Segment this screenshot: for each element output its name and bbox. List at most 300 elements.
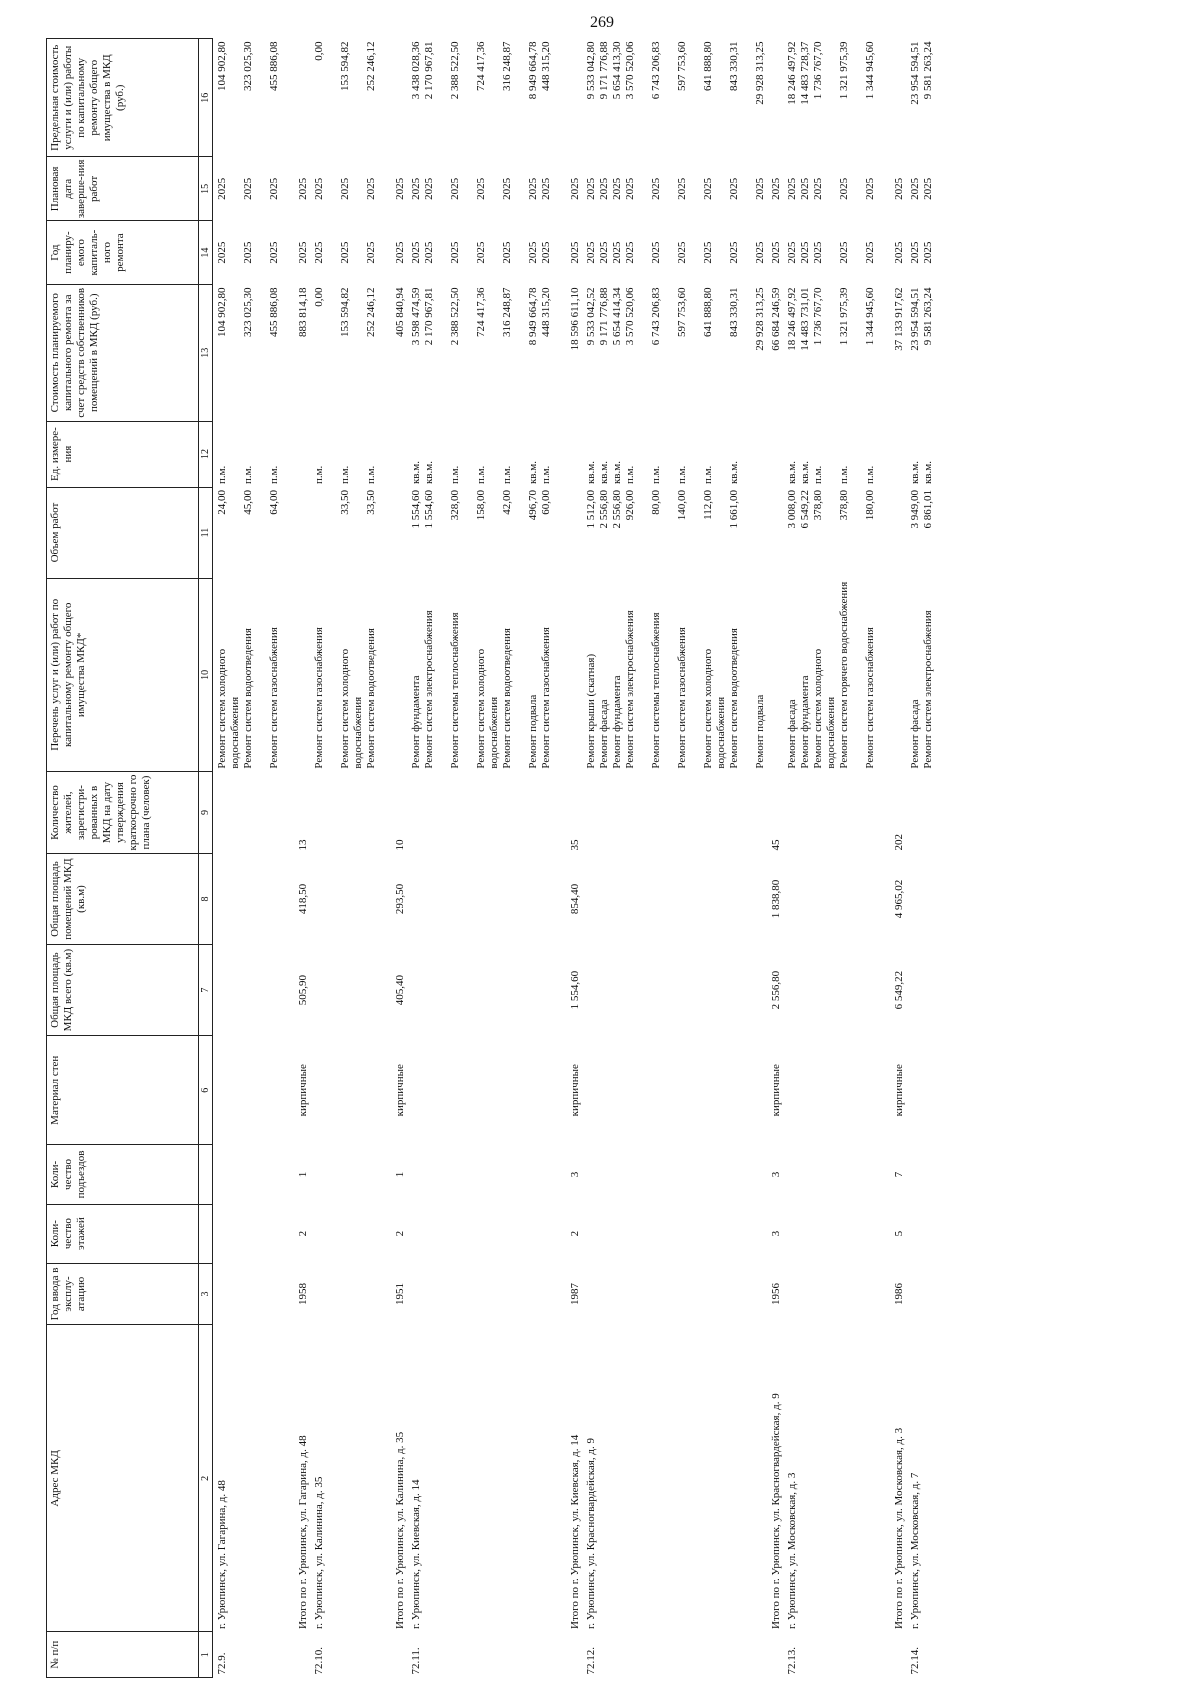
empty-cell: [310, 1145, 391, 1204]
row-number: [767, 1632, 783, 1678]
plan-year: 2025: [893, 241, 905, 264]
row-number: [391, 1632, 407, 1678]
empty-cell: [783, 945, 890, 1036]
plan-year-value: 2025: [410, 241, 422, 264]
max-cost: [391, 39, 407, 158]
cost-value: 448 315,20: [540, 287, 552, 337]
plan-year: 2025: [569, 241, 581, 264]
end-date: [582, 157, 767, 221]
empty-cell: [407, 854, 566, 945]
column-number-4: [199, 1204, 213, 1263]
work-item: Ремонт подвала: [754, 694, 766, 769]
work-unit: [213, 421, 295, 487]
column-number-12: 12: [199, 421, 213, 487]
cost-value: 1 321 975,39: [838, 287, 850, 346]
work-item: Ремонт крыши (скатная): [585, 653, 597, 769]
end-date-value: 2025: [812, 177, 824, 200]
plan-year: [310, 221, 391, 285]
volume-value: 45,00: [242, 490, 254, 515]
column-header-12: Ед. измере-ния: [47, 421, 199, 487]
floor-count: 2: [297, 1230, 309, 1237]
max-cost-value: 1 736 767,70: [812, 41, 824, 100]
max-cost-value: 3 438 028,36: [410, 41, 422, 100]
works-list: [310, 578, 391, 771]
total-cost: 18 596 611,10: [569, 287, 581, 351]
resident-count: 10: [394, 839, 406, 851]
end-date-value: 2025: [313, 177, 325, 200]
row-number: 72.13.: [786, 1647, 798, 1675]
capital-repair-table: [46, 38, 948, 1678]
total-area: 505,90: [297, 974, 309, 1006]
table-row: [310, 39, 391, 1678]
end-date-value: 2025: [423, 177, 435, 200]
column-header-16: Предельная стоимость услуги и (или) работы по капитальному ремонту общего имущества в МКД (руб.): [47, 39, 199, 158]
column-number-14: 14: [199, 221, 213, 285]
volume-value: 2 556,80: [598, 490, 610, 529]
max-cost-value: 5 654 413,30: [611, 41, 623, 100]
empty-cell: [783, 854, 890, 945]
column-header-4: Коли-чество этажей: [47, 1204, 199, 1263]
unit-value: п.м.: [812, 465, 824, 485]
work-item: Ремонт фундамента: [799, 675, 811, 769]
column-header-2: Адрес МКД: [47, 1325, 199, 1632]
unit-value: п.м.: [313, 465, 325, 485]
plan-year-value: 2025: [909, 241, 921, 264]
resident-count: 35: [569, 839, 581, 851]
row-number: 72.14.: [909, 1647, 921, 1675]
empty-cell: [906, 854, 948, 945]
work-cost: [783, 284, 890, 421]
end-date: 2025: [394, 177, 406, 200]
work-item: Ремонт систем водоотведения: [365, 628, 377, 769]
max-cost-value: 448 315,20: [540, 41, 552, 91]
total-cost: 405 840,94: [394, 287, 406, 337]
work-item: Ремонт систем холодного водоснабжения: [216, 648, 241, 769]
works-list: [213, 578, 295, 771]
work-volume: [783, 487, 890, 578]
volume-value: 140,00: [676, 490, 688, 521]
total-row: [391, 39, 407, 1678]
rooms-area: 854,40: [569, 883, 581, 915]
column-number-13: 13: [199, 284, 213, 421]
end-date-value: 2025: [728, 177, 740, 200]
rooms-area: 4 965,02: [893, 879, 905, 919]
cost-value: 6 743 206,83: [650, 287, 662, 346]
max-cost-value: 724 417,36: [475, 41, 487, 91]
empty-cell: [213, 1036, 295, 1145]
entrance-count: 3: [770, 1171, 782, 1178]
volume-value: 6 549,22: [799, 490, 811, 529]
end-date-value: 2025: [449, 177, 461, 200]
unit-value: п.м.: [864, 465, 876, 485]
cost-value: 2 388 522,50: [449, 287, 461, 346]
table-row: [582, 39, 767, 1678]
volume-value: 24,00: [216, 490, 228, 515]
year-commissioned: 1951: [394, 1282, 406, 1305]
plan-year: 2025: [394, 241, 406, 264]
plan-year-value: 2025: [475, 241, 487, 264]
work-item: Ремонт систем электроснабжения: [922, 610, 934, 769]
empty-cell: [906, 945, 948, 1036]
volume-value: 926,00: [624, 490, 636, 521]
end-date: 2025: [893, 177, 905, 200]
max-cost-value: 3 570 520,06: [624, 41, 636, 100]
unit-value: кв.м.: [786, 461, 798, 485]
work-volume: [906, 487, 948, 578]
volume-value: 64,00: [268, 490, 280, 515]
unit-value: кв.м.: [585, 461, 597, 485]
volume-value: 378,80: [812, 490, 824, 521]
cost-value: 0,00: [313, 287, 325, 307]
max-cost-value: 455 886,08: [268, 41, 280, 91]
column-number-9: 9: [199, 772, 213, 854]
year-commissioned: 1987: [569, 1282, 581, 1305]
empty-cell: [407, 1036, 566, 1145]
volume-value: 33,50: [365, 490, 377, 515]
empty-cell: [310, 772, 391, 854]
end-date-value: 2025: [650, 177, 662, 200]
cost-value: 9 581 263,24: [922, 287, 934, 346]
max-cost-value: 153 594,82: [339, 41, 351, 91]
volume-value: 1 554,60: [410, 490, 422, 529]
work-volume: [407, 487, 566, 578]
volume-value: 3 949,00: [909, 490, 921, 529]
plan-year-value: 2025: [922, 241, 934, 264]
max-cost-value: 6 743 206,83: [650, 41, 662, 100]
unit-value: п.м.: [365, 465, 377, 485]
row-number: [890, 1632, 906, 1678]
plan-year-value: 2025: [611, 241, 623, 264]
max-cost-value: 29 928 313,25: [754, 41, 766, 105]
rotated-table-frame: [46, 38, 1158, 1678]
empty-cell: [213, 1263, 295, 1324]
end-date-value: 2025: [339, 177, 351, 200]
end-date-value: 2025: [909, 177, 921, 200]
total-address: Итого по г. Урюпинск, ул. Московская, д. 3: [893, 1427, 905, 1629]
plan-year-value: 2025: [838, 241, 850, 264]
cost-value: 3 598 474,59: [410, 287, 422, 346]
unit-value: п.м.: [650, 465, 662, 485]
max-cost-value: 8 949 664,78: [527, 41, 539, 100]
end-date-value: 2025: [611, 177, 623, 200]
plan-year: 2025: [770, 241, 782, 264]
plan-year-value: 2025: [313, 241, 325, 264]
unit-value: кв.м.: [598, 461, 610, 485]
address: г. Урюпинск, ул. Калинина, д. 35: [313, 1476, 325, 1629]
total-address: Итого по г. Урюпинск, ул. Красногвардейская, д. 9: [770, 1393, 782, 1629]
empty-cell: [213, 854, 295, 945]
work-unit: [767, 421, 783, 487]
volume-value: 1 512,00: [585, 490, 597, 529]
empty-cell: [310, 1204, 391, 1263]
max-cost-value: 104 902,80: [216, 41, 228, 91]
row-number: [294, 1632, 310, 1678]
resident-count: 13: [297, 839, 309, 851]
empty-cell: [582, 1204, 767, 1263]
plan-year-value: 2025: [702, 241, 714, 264]
end-date-value: 2025: [754, 177, 766, 200]
total-address: Итого по г. Урюпинск, ул. Киевская, д. 14: [569, 1434, 581, 1629]
works-list: [566, 578, 582, 771]
rooms-area: 293,50: [394, 883, 406, 915]
work-item: Ремонт систем газоснабжения: [540, 627, 552, 769]
unit-value: п.м.: [449, 465, 461, 485]
volume-value: 42,00: [501, 490, 513, 515]
work-unit: [566, 421, 582, 487]
unit-value: п.м.: [242, 465, 254, 485]
max-cost-value: 2 170 967,81: [423, 41, 435, 100]
column-number-5: [199, 1145, 213, 1204]
work-volume: [566, 487, 582, 578]
max-cost: [294, 39, 310, 158]
work-item: Ремонт систем водоотведения: [242, 628, 254, 769]
unit-value: п.м.: [676, 465, 688, 485]
work-item: Ремонт систем холодного водоснабжения: [702, 648, 727, 769]
work-item: Ремонт фасада: [786, 699, 798, 769]
max-cost-value: 252 246,12: [365, 41, 377, 91]
empty-cell: [407, 1204, 566, 1263]
empty-cell: [310, 1263, 391, 1324]
column-header-8: Общая площадь помещений МКД (кв.м): [47, 854, 199, 945]
plan-year-value: 2025: [786, 241, 798, 264]
work-item: Ремонт систем электроснабжения: [423, 610, 435, 769]
unit-value: п.м.: [702, 465, 714, 485]
end-date-value: 2025: [410, 177, 422, 200]
volume-value: 60,00: [540, 490, 552, 515]
cost-value: 153 594,82: [339, 287, 351, 337]
work-item: Ремонт систем холодного водоснабжения: [475, 648, 500, 769]
work-item: Ремонт систем газоснабжения: [313, 627, 325, 769]
empty-cell: [906, 1204, 948, 1263]
rooms-area: 1 838,80: [770, 879, 782, 919]
column-number-6: 6: [199, 1036, 213, 1145]
year-commissioned: 1956: [770, 1282, 782, 1305]
unit-value: п.м.: [540, 465, 552, 485]
max-cost-value: 316 248,87: [501, 41, 513, 91]
page-number: 269: [590, 14, 614, 31]
resident-count: 45: [770, 839, 782, 851]
plan-year: [906, 221, 948, 285]
work-cost: [407, 284, 566, 421]
end-date: 2025: [569, 177, 581, 200]
end-date-value: 2025: [365, 177, 377, 200]
empty-cell: [783, 1263, 890, 1324]
empty-cell: [213, 772, 295, 854]
end-date-value: 2025: [702, 177, 714, 200]
unit-value: п.м.: [268, 465, 280, 485]
volume-value: [313, 490, 339, 575]
end-date-value: 2025: [676, 177, 688, 200]
plan-year-value: 2025: [624, 241, 636, 264]
max-cost-value: 9 581 263,24: [922, 41, 934, 100]
plan-year-value: 2025: [449, 241, 461, 264]
max-cost: [582, 39, 767, 158]
unit-value: п.м.: [838, 465, 850, 485]
max-cost-value: 14 483 728,37: [799, 41, 811, 105]
work-cost: [310, 284, 391, 421]
column-header-11: Объем работ: [47, 487, 199, 578]
empty-cell: [783, 1036, 890, 1145]
plan-year-value: 2025: [268, 241, 280, 264]
work-item: Ремонт систем горячего водоснабжения: [838, 581, 850, 769]
cost-value: 316 248,87: [501, 287, 513, 337]
max-cost-value: 597 753,60: [676, 41, 688, 91]
end-date: [906, 157, 948, 221]
work-item: Ремонт систем холодного водоснабжения: [339, 648, 364, 769]
cost-value: 252 246,12: [365, 287, 377, 337]
cost-value: 29 928 313,25: [754, 287, 766, 351]
empty-cell: [582, 1145, 767, 1204]
wall-material: кирпичные: [297, 1064, 309, 1117]
max-cost: [407, 39, 566, 158]
empty-cell: [310, 1036, 391, 1145]
max-cost-value: 641 888,80: [702, 41, 714, 91]
column-number-7: 7: [199, 945, 213, 1036]
end-date: [213, 157, 295, 221]
work-unit: [407, 421, 566, 487]
table-row: [783, 39, 890, 1678]
unit-value: п.м.: [339, 465, 351, 485]
volume-value: 2 556,80: [611, 490, 623, 529]
unit-value: [754, 424, 767, 484]
end-date-value: 2025: [624, 177, 636, 200]
end-date-value: 2025: [527, 177, 539, 200]
work-item: Ремонт систем электроснабжения: [624, 610, 636, 769]
wall-material: кирпичные: [394, 1064, 406, 1117]
work-unit: [582, 421, 767, 487]
empty-cell: [783, 1204, 890, 1263]
total-cost: 37 133 917,62: [893, 287, 905, 351]
work-item: Ремонт фундамента: [410, 675, 422, 769]
volume-value: 112,00: [702, 490, 714, 520]
plan-year-value: 2025: [216, 241, 228, 264]
plan-year-value: 2025: [812, 241, 824, 264]
end-date-value: 2025: [864, 177, 876, 200]
work-unit: [294, 421, 310, 487]
unit-value: кв.м.: [799, 461, 811, 485]
plan-year-value: 2025: [585, 241, 597, 264]
empty-cell: [906, 1263, 948, 1324]
work-cost: [582, 284, 767, 421]
empty-cell: [582, 945, 767, 1036]
max-cost-value: 843 330,31: [728, 41, 740, 91]
total-row: [890, 39, 906, 1678]
volume-value: 1 661,00: [728, 490, 740, 529]
total-cost: 883 814,18: [297, 287, 309, 337]
works-list: [890, 578, 906, 771]
max-cost: [566, 39, 582, 158]
work-item: Ремонт систем водоотведения: [501, 628, 513, 769]
plan-year-value: 2025: [676, 241, 688, 264]
table-row: [906, 39, 948, 1678]
plan-year: [582, 221, 767, 285]
volume-value: 33,50: [339, 490, 351, 515]
total-address: Итого по г. Урюпинск, ул. Гагарина, д. 48: [297, 1435, 309, 1629]
work-volume: [294, 487, 310, 578]
max-cost-value: 2 388 522,50: [449, 41, 461, 100]
works-list: [294, 578, 310, 771]
empty-cell: [906, 1036, 948, 1145]
empty-cell: [407, 1263, 566, 1324]
empty-cell: [582, 1036, 767, 1145]
work-item: Ремонт систем холодного водоснабжения: [812, 648, 837, 769]
work-unit: [783, 421, 890, 487]
total-area: 6 549,22: [893, 970, 905, 1010]
empty-cell: [906, 1145, 948, 1204]
work-cost: [213, 284, 295, 421]
volume-value: 328,00: [449, 490, 461, 521]
work-unit: [906, 421, 948, 487]
table-row: [213, 39, 295, 1678]
plan-year: [407, 221, 566, 285]
work-item: Ремонт фундамента: [611, 675, 623, 769]
cost-value: 9 171 776,88: [598, 287, 610, 346]
plan-year-value: 2025: [598, 241, 610, 264]
empty-cell: [213, 1204, 295, 1263]
unit-value: кв.м.: [728, 461, 740, 485]
max-cost: [906, 39, 948, 158]
unit-value: кв.м.: [410, 461, 422, 485]
end-date-value: 2025: [216, 177, 228, 200]
total-area: 2 556,80: [770, 970, 782, 1010]
empty-cell: [783, 772, 890, 854]
plan-year: 2025: [297, 241, 309, 264]
address: г. Урюпинск, ул. Московская, д. 7: [909, 1472, 921, 1629]
row-number: 72.12.: [585, 1647, 597, 1675]
empty-cell: [582, 772, 767, 854]
total-address: Итого по г. Урюпинск, ул. Калинина, д. 35: [394, 1431, 406, 1629]
plan-year: [783, 221, 890, 285]
empty-cell: [783, 1145, 890, 1204]
address: г. Урюпинск, ул. Московская, д. 3: [786, 1472, 798, 1629]
empty-cell: [310, 945, 391, 1036]
resident-count: 202: [893, 834, 905, 851]
plan-year-value: 2025: [527, 241, 539, 264]
work-item: Ремонт систем газоснабжения: [676, 627, 688, 769]
unit-value: п.м.: [475, 465, 487, 485]
floor-count: 2: [394, 1230, 406, 1237]
work-item: Ремонт фасада: [598, 699, 610, 769]
unit-value: кв.м.: [611, 461, 623, 485]
max-cost: [783, 39, 890, 158]
end-date-value: 2025: [585, 177, 597, 200]
work-volume: [310, 487, 391, 578]
plan-year-value: 2025: [728, 241, 740, 264]
volume-value: 80,00: [650, 490, 662, 515]
column-header-3: Год ввода в эксплу-атацию: [47, 1263, 199, 1324]
rotated-sheet: [46, 38, 1158, 1678]
unit-value: п.м.: [624, 465, 636, 485]
max-cost-value: 9 171 776,88: [598, 41, 610, 100]
end-date-value: 2025: [799, 177, 811, 200]
column-number-11: 11: [199, 487, 213, 578]
total-area: 1 554,60: [569, 970, 581, 1010]
work-volume: [213, 487, 295, 578]
address: г. Урюпинск, ул. Гагарина, д. 48: [216, 1480, 228, 1629]
works-list: [767, 578, 783, 771]
works-list: [407, 578, 566, 771]
cost-value: 9 533 042,52: [585, 287, 597, 346]
plan-year-value: 2025: [754, 241, 766, 264]
work-item: Ремонт систем газоснабжения: [268, 627, 280, 769]
work-item: Ремонт системы теплоснабжения: [650, 612, 662, 769]
max-cost-value: 18 246 497,92: [786, 41, 798, 105]
floor-count: 3: [770, 1230, 782, 1237]
year-commissioned: 1986: [893, 1282, 905, 1305]
cost-value: 23 954 594,51: [909, 287, 921, 351]
cost-value: 455 886,08: [268, 287, 280, 337]
volume-value: 180,00: [864, 490, 876, 521]
